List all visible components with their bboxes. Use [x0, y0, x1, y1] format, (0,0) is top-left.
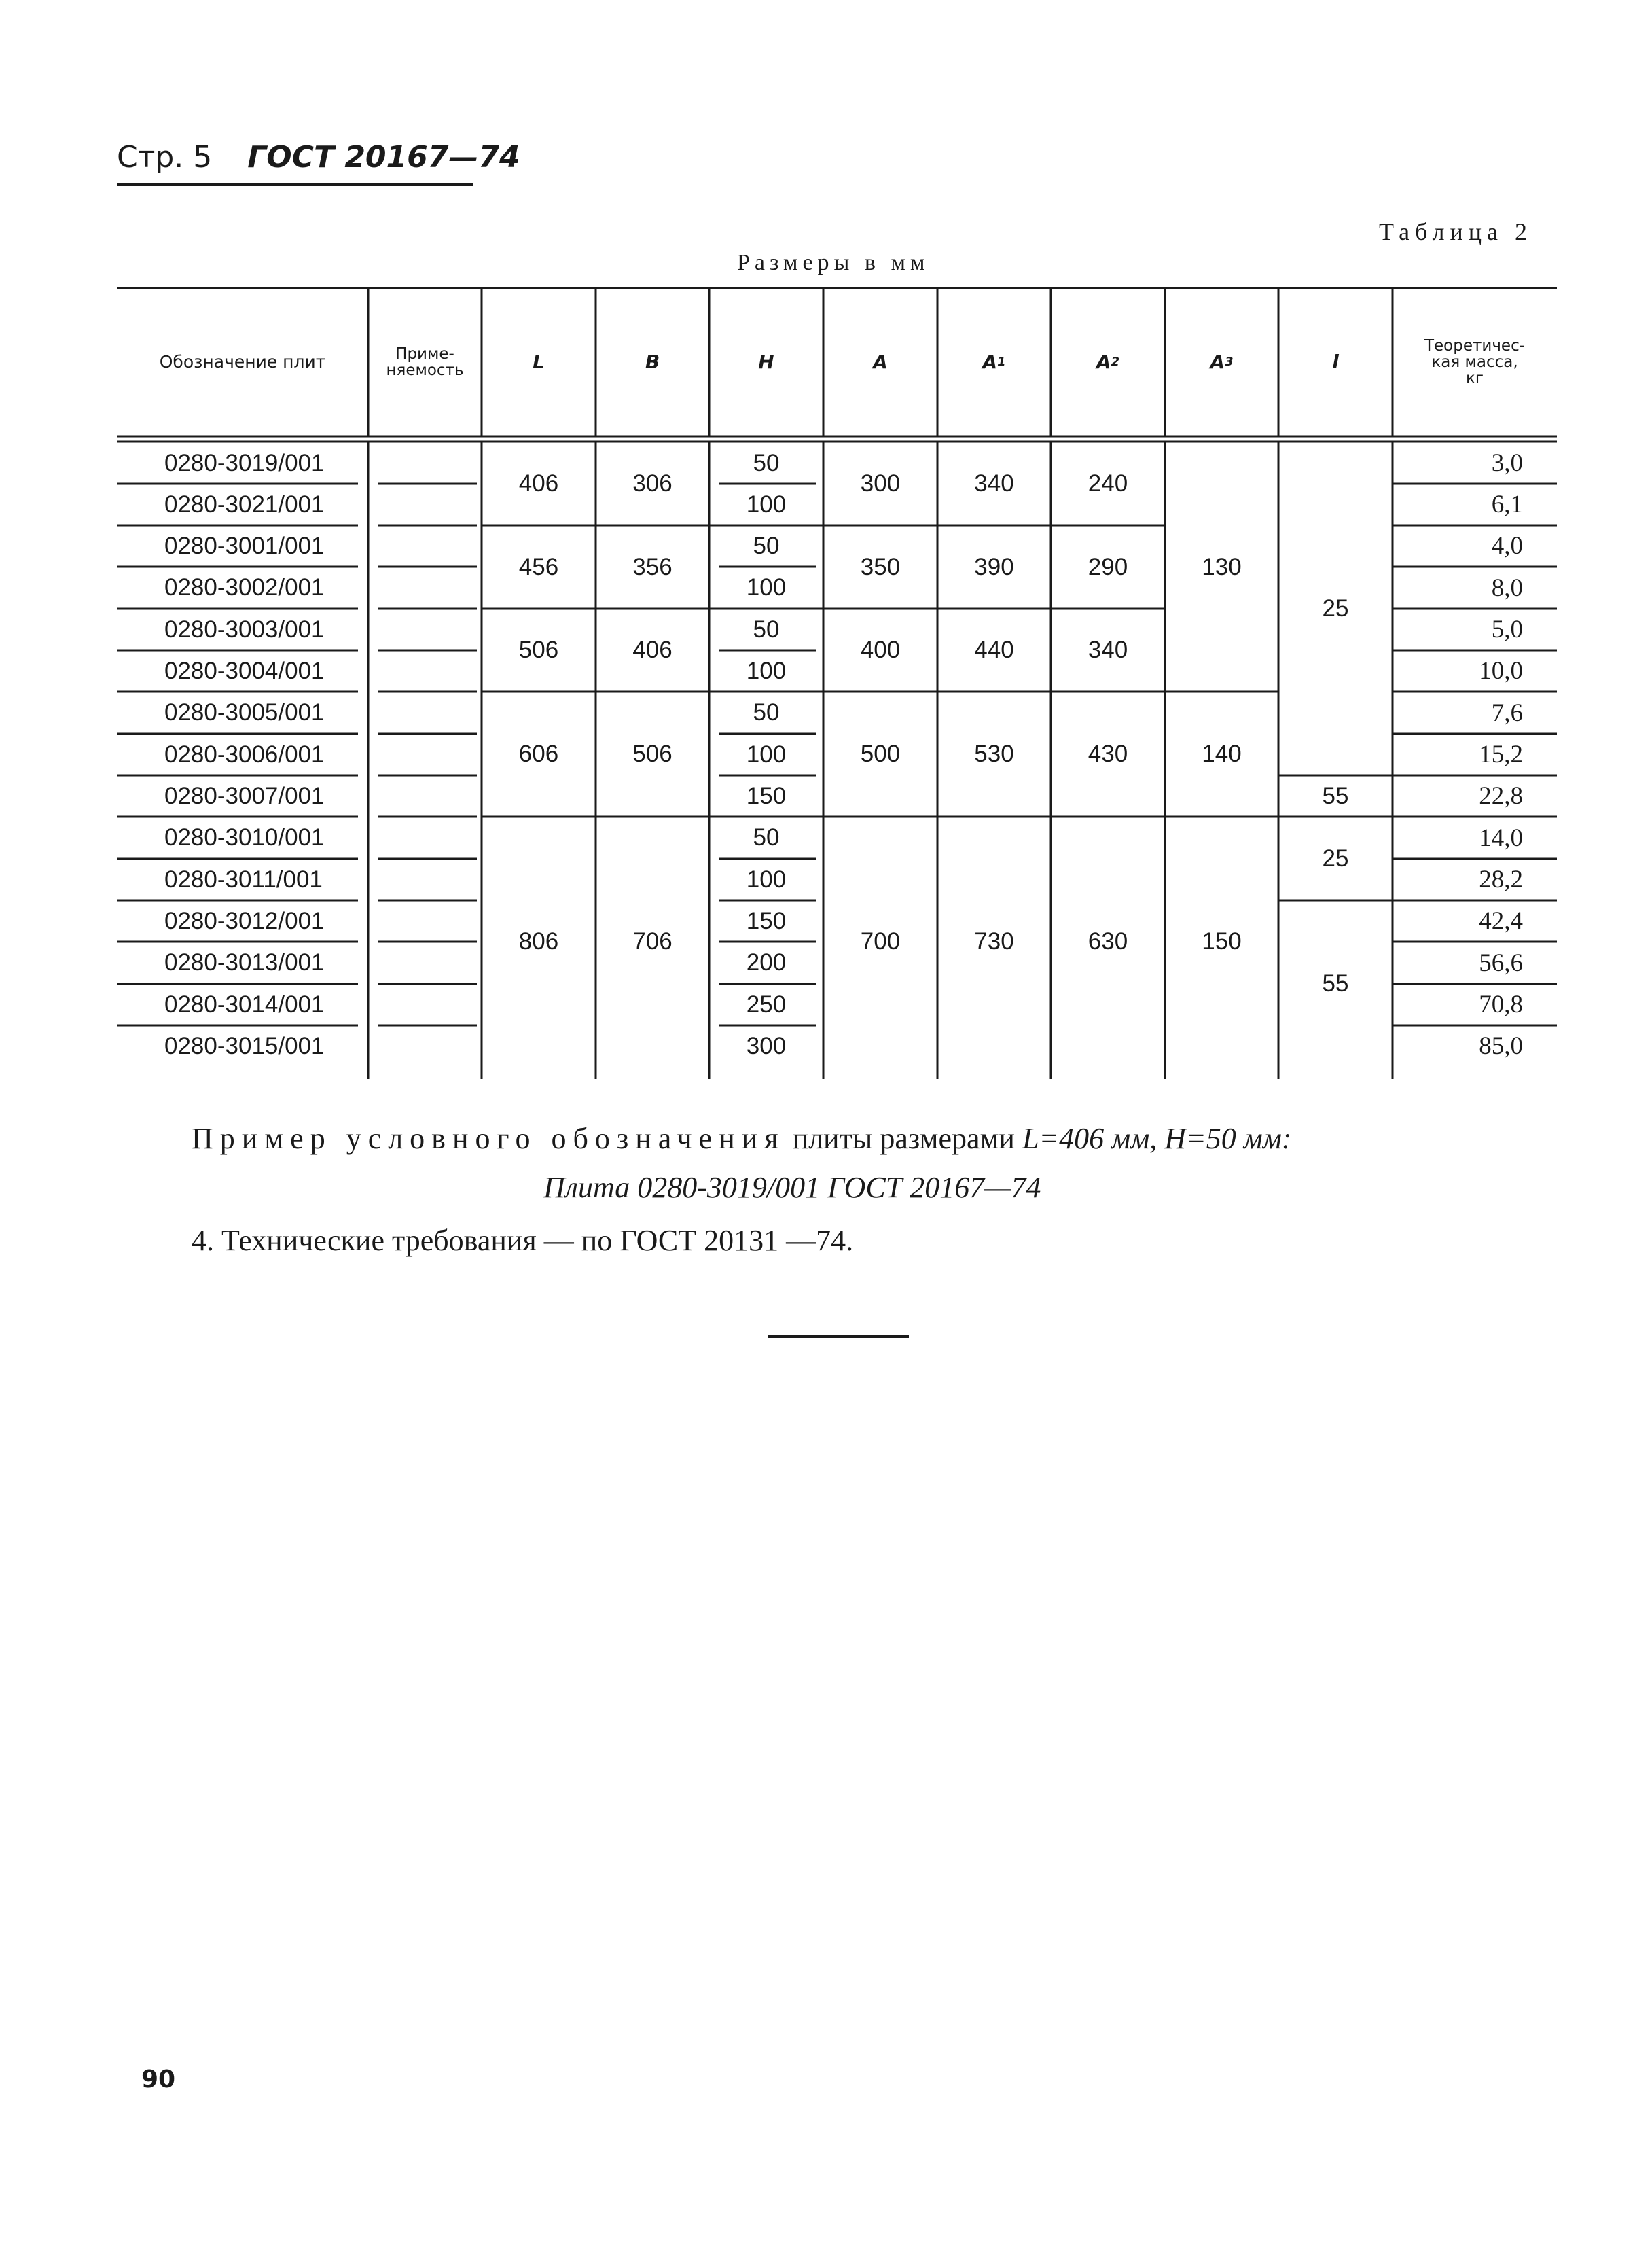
H-cell: 100 [746, 491, 787, 518]
L-cell: 456 [518, 553, 559, 580]
mass-cell: 15,2 [1479, 741, 1523, 768]
col-header-A1: A 1 [982, 351, 1006, 374]
mass-cell: 10,0 [1479, 657, 1523, 685]
mass-cell: 6,1 [1491, 491, 1523, 518]
l-cell: 25 [1322, 595, 1349, 622]
designation-cell: 0280-3006/001 [164, 741, 325, 768]
page-header [117, 140, 520, 188]
mass-cell: 8,0 [1491, 573, 1523, 602]
designation-cell: 0280-3003/001 [164, 616, 325, 643]
page-label: Стр. 5 [117, 140, 213, 175]
example-H: H=50 мм: [1164, 1122, 1292, 1155]
A-cell: 350 [860, 553, 901, 580]
example-L: L=406 мм, [1022, 1122, 1165, 1155]
designation-cell: 0280-3001/001 [164, 532, 325, 559]
H-cell: 50 [753, 824, 780, 851]
col-header-A3: A 3 [1210, 351, 1234, 374]
col-header-B: B [645, 351, 660, 374]
H-cell: 50 [753, 616, 780, 643]
A-cell: 500 [860, 741, 901, 767]
H-cell: 100 [746, 741, 787, 768]
A2-cell: 430 [1088, 741, 1128, 767]
col-header-A2: A 2 [1096, 351, 1120, 374]
A3-cell: 140 [1202, 741, 1242, 767]
requirements-paragraph: 4. Технические требования — по ГОСТ 20131 —74. [192, 1224, 854, 1257]
H-cell: 300 [746, 1032, 787, 1059]
designation-cell: 0280-3021/001 [164, 491, 325, 518]
A3-cell: 130 [1202, 553, 1242, 580]
B-cell: 706 [632, 928, 672, 955]
H-cell: 50 [753, 532, 780, 559]
designation-cell: 0280-3010/001 [164, 824, 325, 851]
H-cell: 100 [746, 866, 787, 893]
example-rest: плиты размерами [785, 1122, 1022, 1155]
L-cell: 406 [518, 470, 559, 497]
end-rule [768, 1335, 909, 1338]
mass-cell: 7,6 [1491, 698, 1523, 727]
l-cell: 55 [1322, 970, 1349, 997]
B-cell: 506 [632, 741, 672, 767]
col-header-A: A [873, 351, 888, 374]
A2-cell: 340 [1088, 637, 1128, 663]
col-header-applicability: Приме- няемость [386, 344, 464, 379]
mass-cell: 70,8 [1479, 991, 1523, 1019]
col-header-H: H [758, 351, 774, 374]
designation-cell: 0280-3014/001 [164, 991, 325, 1018]
mass-cell: 85,0 [1479, 1032, 1523, 1060]
example-lead: Пример условного обозначения [192, 1122, 785, 1155]
A1-cell: 730 [974, 928, 1014, 955]
B-cell: 306 [632, 470, 672, 497]
A3-cell: 150 [1202, 928, 1242, 955]
standard-number: ГОСТ 20167—74 [247, 140, 520, 175]
H-cell: 100 [746, 657, 787, 684]
mass-cell: 4,0 [1491, 532, 1523, 560]
mass-cell: 42,4 [1479, 907, 1523, 935]
H-cell: 150 [746, 907, 787, 934]
A1-cell: 340 [974, 470, 1014, 497]
designation-cell: 0280-3007/001 [164, 782, 325, 809]
mass-cell: 22,8 [1479, 782, 1523, 810]
H-cell: 50 [753, 699, 780, 726]
A-cell: 300 [860, 470, 901, 497]
mass-cell: 56,6 [1479, 949, 1523, 977]
example-designation: Плита 0280-3019/001 ГОСТ 20167—74 [543, 1171, 1041, 1204]
l-cell: 25 [1322, 845, 1349, 872]
A1-cell: 390 [974, 553, 1014, 580]
L-cell: 606 [518, 741, 559, 767]
table-label: Таблица 2 [1379, 218, 1532, 245]
col-header-L: L [533, 351, 545, 374]
designation-cell: 0280-3011/001 [164, 866, 323, 893]
col-header-mass: Теоретичес- кая масса, кг [1424, 336, 1526, 388]
page-number: 90 [141, 2066, 176, 2093]
A-cell: 700 [860, 928, 901, 955]
mass-cell: 3,0 [1491, 449, 1523, 477]
mass-cell: 14,0 [1479, 824, 1523, 852]
designation-cell: 0280-3004/001 [164, 657, 325, 684]
designation-cell: 0280-3013/001 [164, 949, 325, 976]
l-cell: 55 [1322, 782, 1349, 809]
designation-cell: 0280-3005/001 [164, 699, 325, 726]
H-cell: 250 [746, 991, 787, 1018]
mass-cell: 28,2 [1479, 866, 1523, 894]
L-cell: 806 [518, 928, 559, 955]
designation-cell: 0280-3019/001 [164, 449, 325, 476]
col-header-designation: Обозначение плит [159, 351, 326, 372]
table-units: Размеры в мм [737, 250, 930, 275]
B-cell: 356 [632, 553, 672, 580]
A2-cell: 240 [1088, 470, 1128, 497]
L-cell: 506 [518, 637, 559, 663]
designation-cell: 0280-3012/001 [164, 907, 325, 934]
A2-cell: 630 [1088, 928, 1128, 955]
designation-cell: 0280-3015/001 [164, 1032, 325, 1059]
H-cell: 200 [746, 949, 787, 976]
col-header-l: l [1332, 351, 1339, 374]
H-cell: 100 [746, 574, 787, 601]
dimensions-table [117, 285, 1557, 1087]
A1-cell: 440 [974, 637, 1014, 663]
mass-cell: 5,0 [1491, 616, 1523, 643]
example-paragraph [192, 1121, 1292, 1156]
B-cell: 406 [632, 637, 672, 663]
A-cell: 400 [860, 637, 901, 663]
A2-cell: 290 [1088, 553, 1128, 580]
H-cell: 150 [746, 782, 787, 809]
header-rule [117, 183, 473, 186]
designation-cell: 0280-3002/001 [164, 574, 325, 601]
A1-cell: 530 [974, 741, 1014, 767]
H-cell: 50 [753, 449, 780, 476]
